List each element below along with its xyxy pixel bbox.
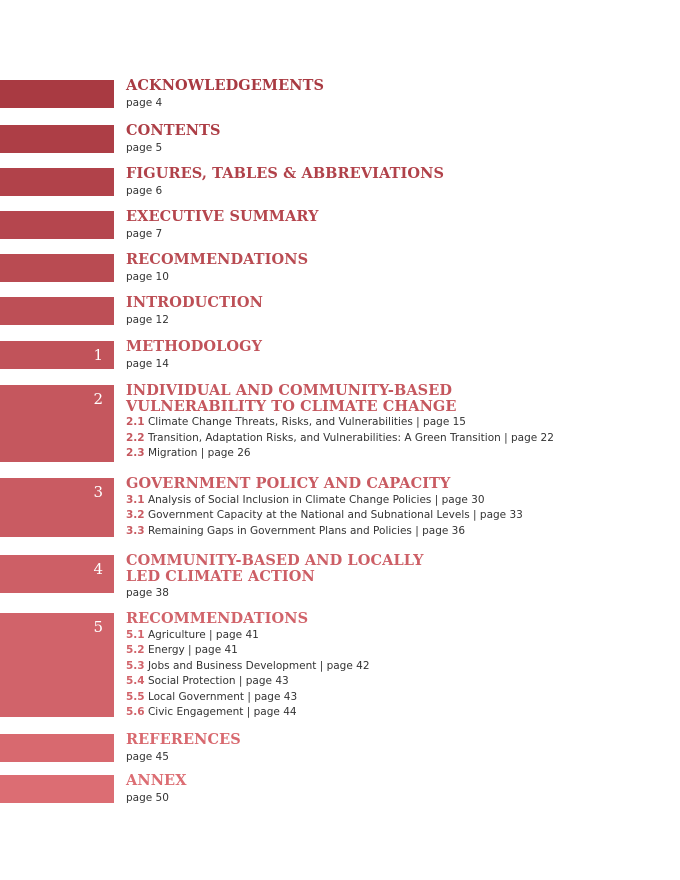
entry-text-block [126, 339, 666, 372]
subsection-item[interactable] [126, 705, 666, 721]
subsection-label: Climate Change Threats, Risks, and Vulnerabilities | page 15 [147, 416, 466, 428]
section-color-bar [0, 297, 114, 325]
entry-page-number: page 38 [126, 587, 169, 599]
section-number: 2 [93, 390, 103, 408]
section-color-bar [0, 478, 114, 537]
entry-page-number: page 45 [126, 750, 169, 763]
entry-title[interactable]: METHODOLOGY [126, 338, 263, 355]
entry-title[interactable]: INDIVIDUAL AND COMMUNITY-BASED VULNERABILITY TO CLIMATE CHANGE [126, 382, 457, 415]
subsection-item[interactable] [126, 431, 666, 447]
section-color-bar [0, 613, 114, 717]
subsection-label: Agriculture | page 41 [147, 628, 259, 641]
section-color-bar [0, 775, 114, 803]
subsection-label: Migration | page 26 [147, 447, 251, 459]
entry-text-block [126, 476, 666, 539]
subsection-number: 3.3 [126, 524, 145, 537]
section-color-bar [0, 385, 114, 462]
entry-text-block [126, 732, 666, 765]
entry-title[interactable]: CONTENTS [126, 122, 221, 139]
entry-text-block [126, 383, 666, 462]
entry-title[interactable]: ANNEX [126, 772, 187, 789]
entry-text-block [126, 209, 666, 242]
section-number: 1 [93, 346, 103, 364]
entry-text-block [126, 553, 666, 601]
entry-title[interactable]: RECOMMENDATIONS [126, 610, 309, 627]
entry-text-block [126, 78, 666, 111]
entry-text-block [126, 252, 666, 285]
section-color-bar [0, 254, 114, 282]
subsection-label: Energy | page 41 [147, 644, 238, 656]
subsection-item[interactable] [126, 415, 666, 431]
entry-page-number: page 14 [126, 357, 169, 370]
subsection-item[interactable] [126, 446, 666, 462]
subsection-item[interactable] [126, 493, 666, 509]
subsection-number: 5.4 [126, 675, 145, 687]
section-color-bar [0, 734, 114, 762]
subsection-label: Civic Engagement | page 44 [147, 706, 297, 718]
subsection-item[interactable] [126, 659, 666, 675]
subsection-number: 2.1 [126, 416, 145, 428]
entry-title[interactable]: EXECUTIVE SUMMARY [126, 208, 319, 225]
entry-text-block [126, 123, 666, 156]
section-number: 3 [93, 483, 103, 501]
section-color-bar [0, 80, 114, 108]
subsection-number: 5.3 [126, 659, 145, 672]
subsection-number: 5.1 [126, 628, 145, 641]
subsection-number: 2.2 [126, 431, 145, 444]
entry-text-block [126, 295, 666, 328]
subsection-number: 3.1 [126, 493, 145, 506]
entry-text-block [126, 773, 666, 806]
subsection-list [126, 493, 666, 540]
entry-text-block [126, 611, 666, 721]
subsection-item[interactable] [126, 628, 666, 644]
entry-page-number: page 12 [126, 313, 169, 326]
section-number: 4 [93, 560, 103, 578]
entry-text-block [126, 166, 666, 199]
entry-page-number: page 7 [126, 227, 163, 240]
subsection-list [126, 628, 666, 721]
entry-title[interactable]: GOVERNMENT POLICY AND CAPACITY [126, 475, 451, 492]
subsection-item[interactable] [126, 643, 666, 659]
subsection-item[interactable] [126, 674, 666, 690]
subsection-number: 3.2 [126, 509, 145, 521]
entry-page-number: page 10 [126, 270, 169, 283]
subsection-item[interactable] [126, 508, 666, 524]
subsection-label: Government Capacity at the National and Subnational Levels | page 33 [147, 509, 523, 521]
subsection-label: Analysis of Social Inclusion in Climate Change Policies | page 30 [147, 493, 485, 506]
subsection-number: 5.5 [126, 690, 145, 703]
section-number: 5 [93, 618, 103, 636]
entry-title[interactable]: RECOMMENDATIONS [126, 251, 309, 268]
entry-title[interactable]: INTRODUCTION [126, 294, 263, 311]
subsection-label: Remaining Gaps in Government Plans and Policies | page 36 [147, 524, 466, 537]
entry-title[interactable]: ACKNOWLEDGEMENTS [126, 77, 325, 94]
entry-title[interactable]: FIGURES, TABLES & ABBREVIATIONS [126, 165, 445, 182]
subsection-label: Jobs and Business Development | page 42 [147, 659, 370, 672]
entry-page-number: page 50 [126, 791, 169, 804]
subsection-item[interactable] [126, 690, 666, 706]
subsection-label: Transition, Adaptation Risks, and Vulnerabilities: A Green Transition | page 22 [147, 431, 554, 444]
section-color-bar [0, 211, 114, 239]
subsection-number: 5.2 [126, 644, 145, 656]
subsection-label: Local Government | page 43 [147, 690, 298, 703]
entry-page-number: page 6 [126, 184, 163, 197]
subsection-item[interactable] [126, 524, 666, 540]
entry-title[interactable]: REFERENCES [126, 731, 241, 748]
subsection-number: 2.3 [126, 447, 145, 459]
section-color-bar [0, 125, 114, 153]
section-color-bar [0, 555, 114, 593]
subsection-number: 5.6 [126, 706, 145, 718]
subsection-list [126, 415, 666, 462]
section-color-bar [0, 341, 114, 369]
entry-title[interactable]: COMMUNITY-BASED AND LOCALLY LED CLIMATE ACTION [126, 552, 424, 585]
entry-page-number: page 4 [126, 96, 163, 109]
section-color-bar [0, 168, 114, 196]
subsection-label: Social Protection | page 43 [147, 675, 289, 687]
entry-page-number: page 5 [126, 141, 163, 154]
